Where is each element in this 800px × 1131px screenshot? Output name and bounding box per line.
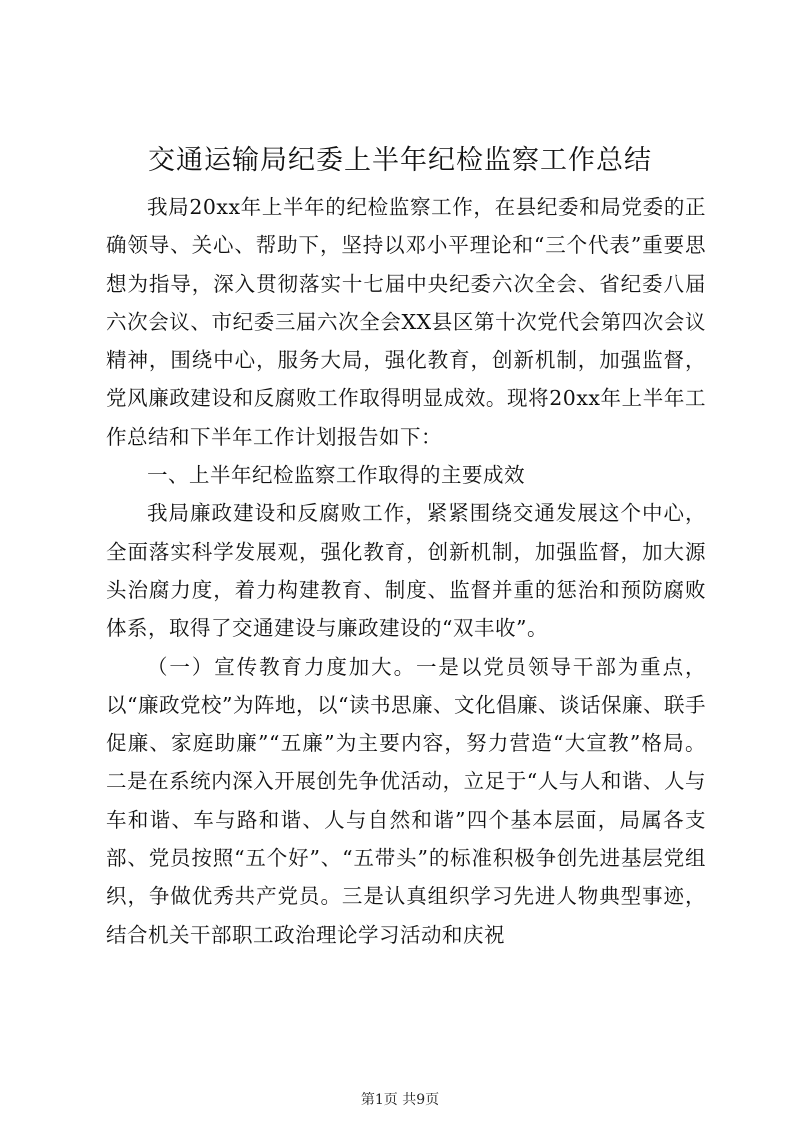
intro-paragraph: 我局20xx年上半年的纪检监察工作，在县纪委和局党委的正确领导、关心、帮助下，坚持以邓小平理论和“三个代表”重要思想为指导，深入贯彻落实十七届中央纪委六次全会、省纪委八届六次会议、市纪委三届六次全会XX县区第十次党代会第四次会议精神，围绕中心，服务大局，强化教育，创新机制，加强监督，党风廉政建设和反腐败工作取得明显成效。现将20xx年上半年工作总结和下半年工作计划报告如下： [106, 195, 706, 449]
education-paragraph: （一）宣传教育力度加大。一是以党员领导干部为重点，以“廉政党校”为阵地，以“读书思廉、文化倡廉、谈话保廉、联手促廉、家庭助廉”“五廉”为主要内容，努力营造“大宣教”格局。二是在系统内深入开展创先争优活动，立足于“人与人和谐、人与车和谐、车与路和谐、人与自然和谐”四个基本层面，局属各支部、党员按照“五个好”、“五带头”的标准积极争创先进基层党组织，争做优秀共产党员。三是认真组织学习先进人物典型事迹，结合机关干部职工政治理论学习活动和庆祝 [106, 654, 706, 947]
document-body [106, 188, 706, 954]
section-heading: 一、上半年纪检监察工作取得的主要成效 [147, 463, 525, 488]
page-number-footer: 第1页 共9页 [360, 1092, 440, 1108]
summary-paragraph: 我局廉政建设和反腐败工作，紧紧围绕交通发展这个中心，全面落实科学发展观，强化教育，创新机制，加强监督，加大源头治腐力度，着力构建教育、制度、监督并重的惩治和预防腐败体系，取得了交通建设与廉政建设的“双丰收”。 [106, 501, 706, 641]
document-title: 交通运输局纪委上半年纪检监察工作总结 [148, 145, 652, 176]
